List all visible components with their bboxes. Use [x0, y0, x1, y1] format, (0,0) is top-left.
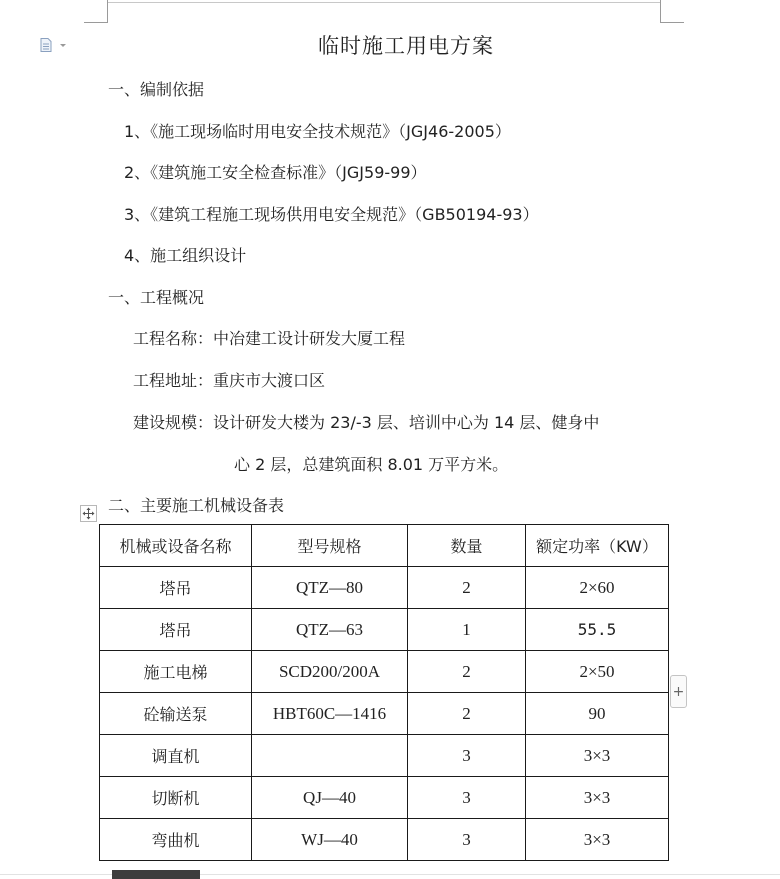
- cell-power: 2×50: [526, 651, 669, 693]
- cell-name: 调直机: [100, 735, 252, 777]
- cell-name: 塔吊: [100, 609, 252, 651]
- table-row: [100, 693, 669, 735]
- header-quantity: 数量: [408, 525, 526, 567]
- cell-quantity: 2: [408, 693, 526, 735]
- table-row: [100, 651, 669, 693]
- header-equipment-name: 机械或设备名称: [100, 525, 252, 567]
- add-column-icon: +: [672, 683, 685, 700]
- basis-item-3: 3、《建筑工程施工现场供用电安全规范》（GB50194-93）: [124, 205, 539, 224]
- cell-model: SCD200/200A: [252, 651, 408, 693]
- cell-name: 塔吊: [100, 567, 252, 609]
- cell-model: QTZ—80: [252, 567, 408, 609]
- cell-power: 55.5: [526, 609, 669, 651]
- table-row: [100, 609, 669, 651]
- cell-quantity: 2: [408, 651, 526, 693]
- horizontal-scrollbar-thumb[interactable]: [112, 870, 200, 879]
- cell-quantity: 3: [408, 777, 526, 819]
- cell-power: 3×3: [526, 819, 669, 861]
- header-model: 型号规格: [252, 525, 408, 567]
- basis-item-2: 2、《建筑施工安全检查标准》（JGJ59-99）: [124, 163, 427, 182]
- cell-quantity: 3: [408, 819, 526, 861]
- basis-item-4: 4、施工组织设计: [124, 246, 247, 265]
- cell-name: 施工电梯: [100, 651, 252, 693]
- cell-model: QJ—40: [252, 777, 408, 819]
- crop-mark-top-right-h: [660, 22, 684, 23]
- cell-power: 90: [526, 693, 669, 735]
- table-move-icon: [82, 507, 95, 520]
- equipment-table: [99, 524, 669, 861]
- add-column-button[interactable]: [670, 675, 687, 708]
- cell-quantity: 1: [408, 609, 526, 651]
- document-title: 临时施工用电方案: [318, 34, 494, 58]
- crop-mark-top-left-h: [84, 22, 108, 23]
- section-heading-equipment: 二、主要施工机械设备表: [108, 496, 285, 515]
- project-scale-line-1: 建设规模：设计研发大楼为 23/-3 层、培训中心为 14 层、健身中: [133, 413, 600, 432]
- table-row: [100, 735, 669, 777]
- cell-quantity: 3: [408, 735, 526, 777]
- table-row: [100, 777, 669, 819]
- cell-quantity: 2: [408, 567, 526, 609]
- table-header-row: [100, 525, 669, 567]
- cell-power: 2×60: [526, 567, 669, 609]
- cell-name: 弯曲机: [100, 819, 252, 861]
- section-heading-overview: 一、工程概况: [108, 288, 205, 307]
- table-row: [100, 567, 669, 609]
- table-move-handle[interactable]: [80, 505, 97, 522]
- cell-power: 3×3: [526, 735, 669, 777]
- header-rated-power: 额定功率（KW）: [526, 525, 669, 567]
- crop-mark-top-right-v: [660, 0, 661, 22]
- basis-item-1: 1、《施工现场临时用电安全技术规范》（JGJ46-2005）: [124, 122, 511, 141]
- project-address: 工程地址：重庆市大渡口区: [133, 371, 326, 390]
- cell-model: WJ—40: [252, 819, 408, 861]
- project-scale-line-2: 心 2 层，总建筑面积 8.01 万平方米。: [234, 455, 509, 474]
- cell-power: 3×3: [526, 777, 669, 819]
- table-row: [100, 819, 669, 861]
- cell-model: [252, 735, 408, 777]
- crop-mark-top-left-v: [107, 0, 108, 22]
- cell-name: 砼输送泵: [100, 693, 252, 735]
- cell-name: 切断机: [100, 777, 252, 819]
- section-heading-basis: 一、编制依据: [108, 80, 205, 99]
- cell-model: HBT60C—1416: [252, 693, 408, 735]
- page-top-edge: [108, 2, 660, 3]
- project-name: 工程名称：中冶建工设计研发大厦工程: [133, 329, 406, 348]
- cell-model: QTZ—63: [252, 609, 408, 651]
